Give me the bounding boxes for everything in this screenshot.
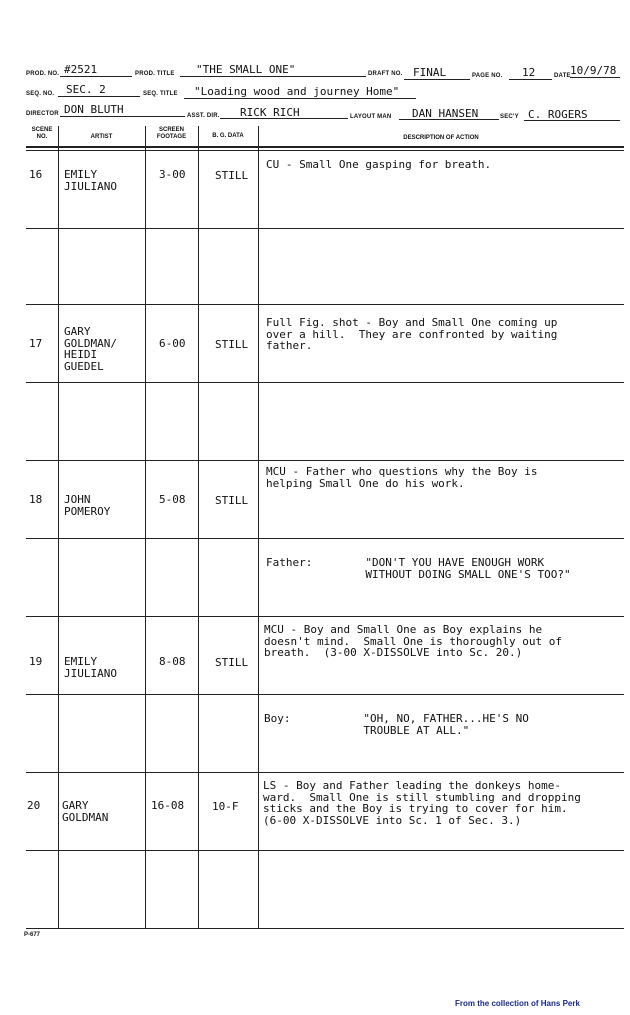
prod-title-label: PROD. TITLE [135, 71, 175, 77]
layout-man-label: LAYOUT MAN [350, 114, 392, 120]
artist-name: EMILY JIULIANO [64, 168, 117, 193]
screen-footage: 8-08 [159, 655, 186, 668]
seq-title-value: "Loading wood and journey Home" [194, 85, 400, 98]
col-scene-no: SCENE NO. [31, 127, 53, 140]
screen-footage: 5-08 [159, 493, 186, 506]
secy-label: SEC'Y [500, 114, 519, 120]
col-screen-footage: SCREEN FOOTAGE [156, 127, 187, 140]
artist-name: EMILY JIULIANO [64, 655, 117, 680]
artist-name: JOHN POMEROY [64, 493, 111, 518]
dialogue-boy: Boy: "OH, NO, FATHER...HE'S NO TROUBLE AT ALL." [264, 712, 529, 737]
scene-number: 18 [29, 493, 43, 506]
seq-title-label: SEQ. TITLE [143, 91, 178, 97]
bg-data: STILL [215, 656, 249, 669]
dialogue-father: Father: "DON'T YOU HAVE ENOUGH WORK WITHOUT DOING SMALL ONE'S TOO?" [266, 556, 571, 581]
secy-value: C. ROGERS [528, 108, 588, 121]
action-description: LS - Boy and Father leading the donkeys home- ward. Small One is still stumbling and dropping sticks and the Boy is trying to cover for him. (6-00 X-DISSOLVE into Sc. 1 of Sec. 3.) [263, 779, 581, 827]
col-description: DESCRIPTION OF ACTION [403, 135, 479, 141]
layout-man-value: DAN HANSEN [412, 107, 479, 120]
bg-data: STILL [215, 494, 249, 507]
asst-dir-label: ASST. DIR. [187, 113, 220, 119]
collection-credit: From the collection of Hans Perk [455, 999, 580, 1008]
prod-no-value: #2521 [64, 63, 98, 76]
seq-no-value: SEC. 2 [66, 83, 106, 96]
action-description: CU - Small One gasping for breath. [266, 158, 492, 171]
scene-number: 20 [27, 799, 41, 812]
screen-footage: 6-00 [159, 337, 186, 350]
page-no-label: PAGE NO. [472, 73, 503, 79]
page-no-value: 12 [522, 66, 536, 79]
artist-name: GARY GOLDMAN/ HEIDI GUEDEL [64, 325, 117, 373]
date-label: DATE [554, 73, 571, 79]
bg-data: 10-F [212, 800, 239, 813]
bg-data: STILL [215, 338, 249, 351]
form-number: P-677 [24, 932, 41, 938]
director-value: DON BLUTH [64, 103, 124, 116]
prod-title-value: "THE SMALL ONE" [196, 63, 296, 76]
artist-name: GARY GOLDMAN [62, 799, 109, 824]
col-bg-data: B. G. DATA [212, 133, 244, 139]
asst-dir-value: RICK RICH [240, 106, 300, 119]
screen-footage: 3-00 [159, 168, 186, 181]
seq-no-label: SEQ. NO. [26, 91, 55, 97]
screen-footage: 16-08 [151, 799, 185, 812]
scene-number: 19 [29, 655, 43, 668]
scene-number: 17 [29, 337, 43, 350]
scene-number: 16 [29, 168, 43, 181]
col-artist: ARTIST [90, 134, 113, 140]
bg-data: STILL [215, 169, 249, 182]
draft-no-value: FINAL [413, 66, 447, 79]
action-description: Full Fig. shot - Boy and Small One coming up over a hill. They are confronted by waiting father. [266, 316, 558, 352]
draft-no-label: DRAFT NO. [368, 71, 403, 77]
action-description: MCU - Father who questions why the Boy is helping Small One do his work. [266, 465, 538, 490]
action-description: MCU - Boy and Small One as Boy explains he doesn't mind. Small One is thoroughly out of breath. (3-00 X-DISSOLVE into Sc. 20.) [264, 623, 563, 659]
date-value: 10/9/78 [570, 64, 617, 77]
prod-no-label: PROD. NO. [26, 71, 60, 77]
director-label: DIRECTOR [26, 111, 59, 117]
